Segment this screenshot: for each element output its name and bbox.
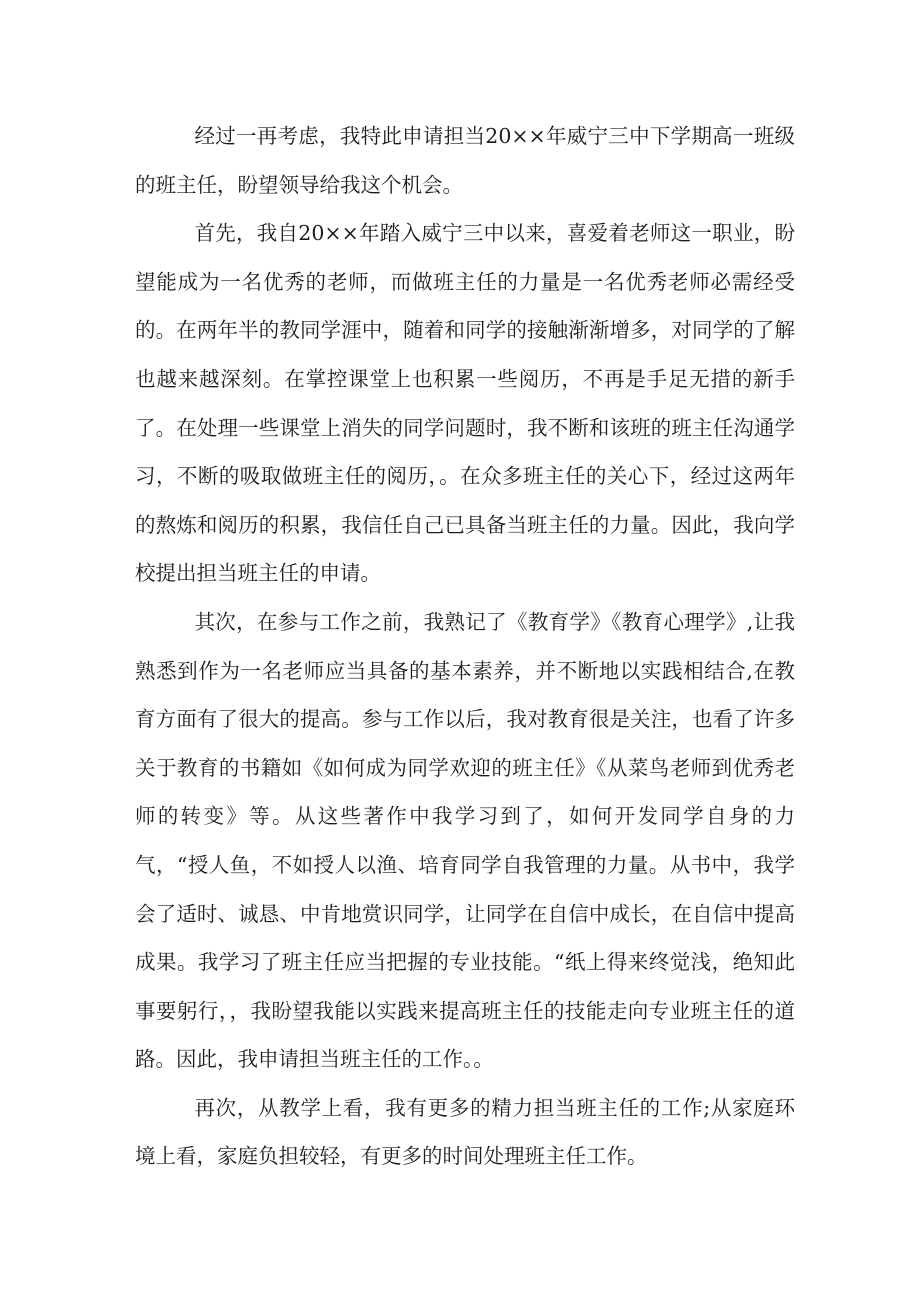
paragraph-2: 首先，我自20××年踏入威宁三中以来，喜爱着老师这一职业，盼望能成为一名优秀的老师，而做班主任的力量是一名优秀老师必需经受的。在两年半的教同学涯中，随着和同学的接触渐渐增多，对同学的了解也越来越深刻。在掌控课堂上也积累一些阅历，不再是手足无措的新手了。在处理一些课堂上消失的同学问题时，我不断和该班的班主任沟通学习，不断的吸取做班主任的阅历，。在众多班主任的关心下，经过这两年的熬炼和阅历的积累，我信任自己已具备当班主任的力量。因此，我向学校提出担当班主任的申请。 — [135, 221, 795, 586]
paragraph-4: 再次，从教学上看，我有更多的精力担当班主任的工作;从家庭环境上看，家庭负担较轻，有更多的时间处理班主任工作。 — [135, 1095, 795, 1169]
paragraph-3: 其次，在参与工作之前，我熟记了《教育学》《教育心理学》,让我熟悉到作为一名老师应当具备的基本素养，并不断地以实践相结合,在教育方面有了很大的提高。参与工作以后，我对教育很是关注，也看了许多关于教育的书籍如《如何成为同学欢迎的班主任》《从菜鸟老师到优秀老师的转变》等。从这些著作中我学习到了，如何开发同学自身的力气，“授人鱼，不如授人以渔、培育同学自我管理的力量。从书中，我学会了适时、诚恳、中肯地赏识同学，让同学在自信中成长，在自信中提高成果。我学习了班主任应当把握的专业技能。“纸上得来终觉浅，绝知此事要躬行，，我盼望我能以实践来提高班主任的技能走向专业班主任的道路。因此，我申请担当班主任的工作。。 — [135, 609, 795, 1072]
document-body — [135, 112, 795, 1181]
paragraph-1: 经过一再考虑，我特此申请担当20××年威宁三中下学期高一班级的班主任，盼望领导给我这个机会。 — [135, 124, 795, 197]
